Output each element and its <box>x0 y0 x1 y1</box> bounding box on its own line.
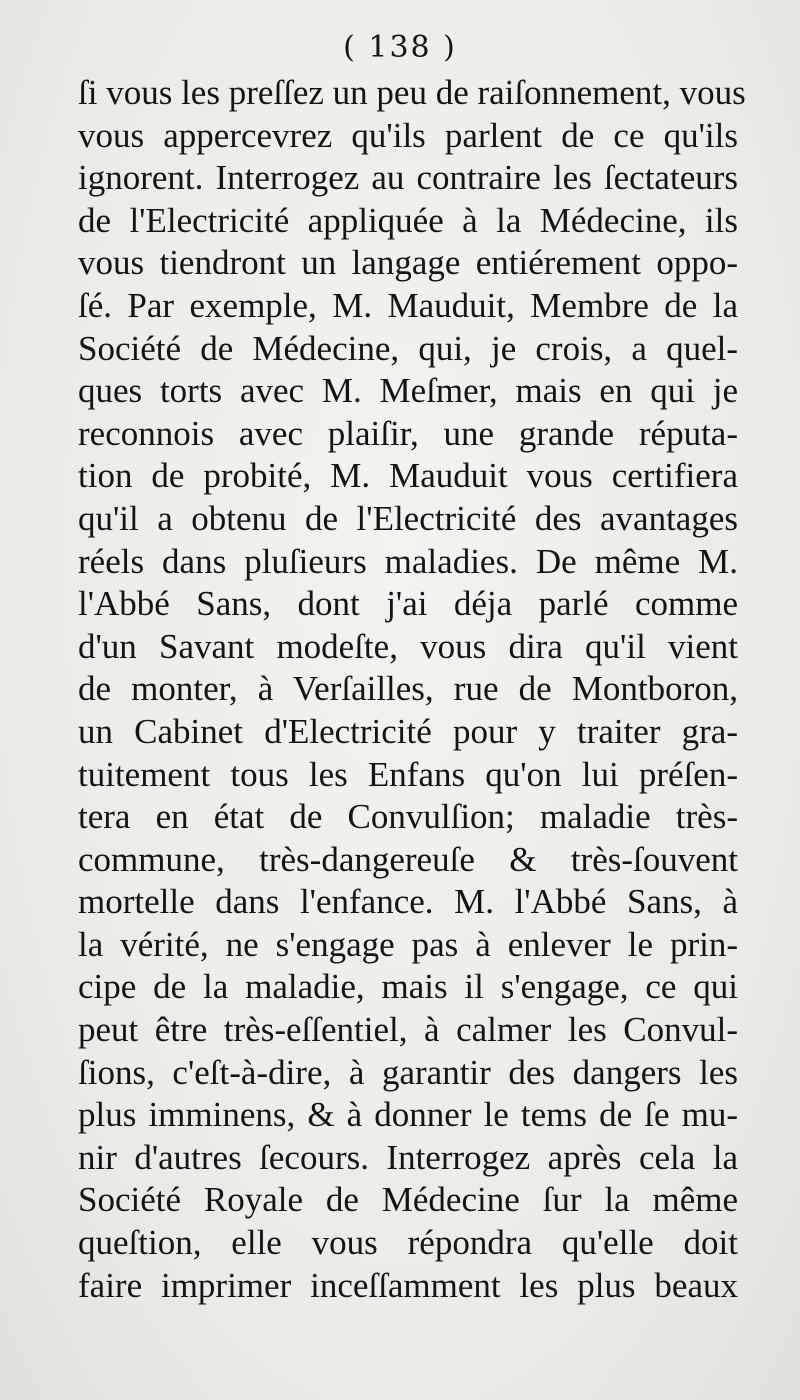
text-line: d'un Savant modeſte, vous dira qu'il vient <box>78 626 738 666</box>
text-line: cipe de la maladie, mais il s'engage, ce qui <box>78 967 738 1007</box>
text-line: ignorent. Interrogez au contraire les ſectateurs <box>78 158 738 198</box>
text-line: peut être très-eſſentiel, à calmer les Convul- <box>78 1010 738 1050</box>
text-line: ſi vous les preſſez un peu de raiſonnement, vous <box>78 73 746 112</box>
text-line: reconnois avec plaiſir, une grande réputa- <box>78 413 738 453</box>
text-line: ques torts avec M. Meſmer, mais en qui je <box>78 371 738 411</box>
text-line: ſé. Par exemple, M. Mauduit, Membre de la <box>78 285 738 325</box>
text-line: vous appercevrez qu'ils parlent de ce qu'ils <box>78 115 738 155</box>
text-line: la vérité, ne s'engage pas à enlever le prin- <box>78 924 738 964</box>
text-line: Société Royale de Médecine ſur la même <box>78 1180 738 1220</box>
body-text <box>78 72 746 1307</box>
text-line: un Cabinet d'Electricité pour y traiter gra- <box>78 711 738 751</box>
text-line: nir d'autres ſecours. Interrogez après cela la <box>78 1137 738 1177</box>
text-line: l'Abbé Sans, dont j'ai déja parlé comme <box>78 584 738 624</box>
text-line: tuitement tous les Enfans qu'on lui préſen- <box>78 754 738 794</box>
text-line: de l'Electricité appliquée à la Médecine, ils <box>78 200 738 240</box>
text-line: ſions, c'eſt-à-dire, à garantir des dangers les <box>78 1052 738 1092</box>
text-line: faire imprimer inceſſamment les plus beaux <box>78 1265 738 1305</box>
text-line: tion de probité, M. Mauduit vous certifiera <box>78 456 738 496</box>
text-line: mortelle dans l'enfance. M. l'Abbé Sans, à <box>78 882 738 922</box>
text-line: Société de Médecine, qui, je crois, a quel- <box>78 328 738 368</box>
text-line: réels dans pluſieurs maladies. De même M. <box>78 541 738 581</box>
text-line: qu'il a obtenu de l'Electricité des avantages <box>78 498 738 538</box>
text-line: commune, très-dangereuſe & très-ſouvent <box>78 839 738 879</box>
text-line: de monter, à Verſailles, rue de Montboron, <box>78 669 738 709</box>
text-line: vous tiendront un langage entiérement oppo- <box>78 243 738 283</box>
text-line: plus imminens, & à donner le tems de ſe mu- <box>78 1095 738 1135</box>
text-line: tera en état de Convulſion; maladie très- <box>78 797 738 837</box>
text-line: queſtion, elle vous répondra qu'elle doit <box>78 1223 738 1263</box>
page-number: ( 138 ) <box>343 30 457 65</box>
